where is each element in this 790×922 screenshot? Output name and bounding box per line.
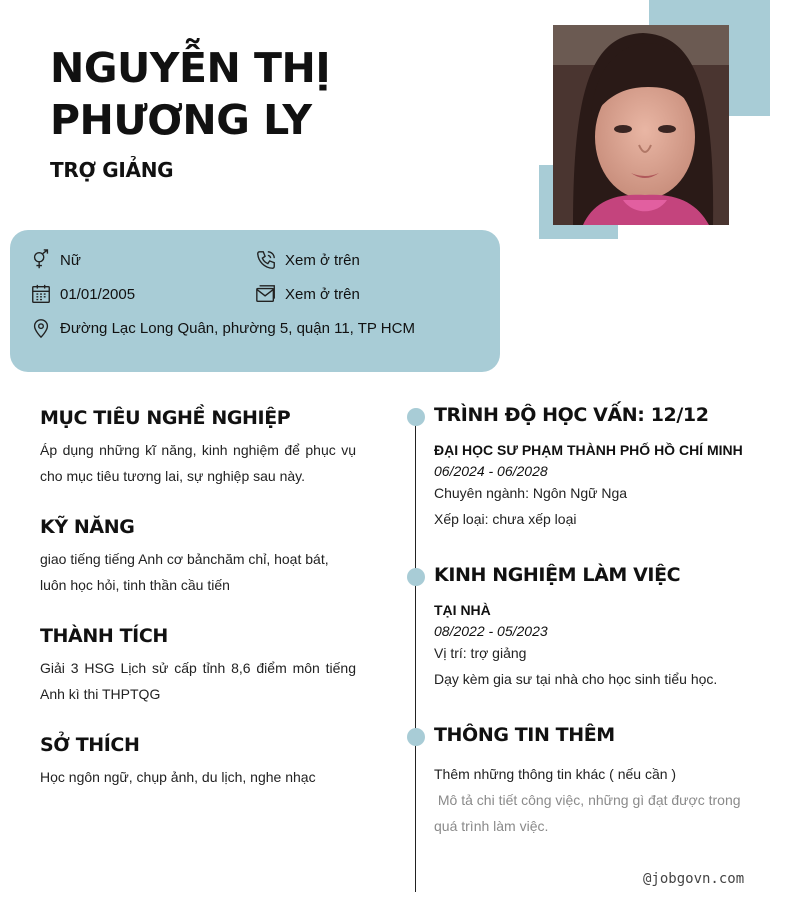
- contact-email: [255, 283, 360, 305]
- achievements-section: [40, 625, 356, 707]
- experience-description: Dạy kèm gia sư tại nhà cho học sinh tiểu học.: [434, 671, 718, 687]
- contact-info-box: [10, 230, 500, 372]
- education-school: ĐẠI HỌC SƯ PHẠM THÀNH PHỐ HỒ CHÍ MINH: [434, 442, 743, 458]
- more-info-line-2: Mô tả chi tiết công việc, những gì đạt được trong: [434, 792, 741, 808]
- objective-heading: MỤC TIÊU NGHỀ NGHIỆP: [40, 407, 291, 429]
- name-line-2: PHƯƠNG LY: [50, 96, 312, 144]
- education-rank: Xếp loại: chưa xếp loại: [434, 511, 577, 527]
- email-value: Xem ở trên: [285, 285, 360, 303]
- phone-value: Xem ở trên: [285, 251, 360, 269]
- profile-photo: [553, 25, 729, 225]
- contact-birthday: [30, 283, 135, 305]
- contact-address: [30, 317, 415, 339]
- experience-dates: 08/2022 - 05/2023: [434, 623, 548, 639]
- timeline-dot-experience: [407, 568, 425, 586]
- education-dates: 06/2024 - 06/2028: [434, 463, 548, 479]
- mail-icon: [255, 283, 277, 305]
- timeline-dot-more-info: [407, 728, 425, 746]
- hobbies-heading: SỞ THÍCH: [40, 734, 140, 756]
- objective-section: [40, 407, 356, 489]
- profile-photo-illustration: [553, 25, 729, 225]
- more-info-line-3: quá trình làm việc.: [434, 818, 549, 834]
- more-info-heading: THÔNG TIN THÊM: [434, 724, 615, 746]
- job-title: TRỢ GIẢNG: [50, 158, 174, 182]
- education-section: [434, 404, 754, 532]
- more-info-section: [434, 724, 754, 839]
- timeline-dot-education: [407, 408, 425, 426]
- gender-value: Nữ: [60, 251, 81, 269]
- experience-position: Vị trí: trợ giảng: [434, 645, 527, 661]
- watermark: @jobgovn.com: [643, 871, 745, 887]
- more-info-line-1: Thêm những thông tin khác ( nếu cần ): [434, 766, 677, 782]
- experience-section: [434, 564, 754, 692]
- achievements-heading: THÀNH TÍCH: [40, 625, 168, 647]
- skills-section: [40, 516, 356, 598]
- skills-line-2: luôn học hỏi, tinh thần cầu tiến: [40, 577, 230, 593]
- address-value: Đường Lạc Long Quân, phường 5, quận 11, TP HCM: [60, 319, 415, 337]
- experience-place: TẠI NHÀ: [434, 602, 491, 618]
- skills-heading: KỸ NĂNG: [40, 516, 135, 538]
- hobbies-section: [40, 734, 356, 790]
- achievements-text: Giải 3 HSG Lịch sử cấp tỉnh 8,6 điểm môn tiếng Anh kì thi THPTQG: [40, 660, 356, 702]
- birthday-value: 01/01/2005: [60, 285, 136, 303]
- location-pin-icon: [30, 317, 52, 339]
- candidate-name: [50, 42, 510, 146]
- experience-heading: KINH NGHIỆM LÀM VIỆC: [434, 564, 681, 586]
- timeline-line: [415, 416, 416, 892]
- education-heading: TRÌNH ĐỘ HỌC VẤN: 12/12: [434, 404, 709, 426]
- phone-icon: [255, 249, 277, 271]
- calendar-icon: [30, 283, 52, 305]
- education-major: Chuyên ngành: Ngôn Ngữ Nga: [434, 485, 628, 501]
- objective-text: Áp dụng những kĩ năng, kinh nghiệm để phục vụ cho mục tiêu tương lai, sự nghiệp sau này.: [40, 442, 356, 484]
- name-line-1: NGUYỄN THỊ: [50, 44, 331, 92]
- skills-line-1: giao tiếng tiếng Anh cơ bảnchăm chỉ, hoạt bát,: [40, 551, 329, 567]
- contact-gender: [30, 249, 81, 271]
- hobbies-text: Học ngôn ngữ, chụp ảnh, du lịch, nghe nhạc: [40, 769, 316, 785]
- contact-phone: [255, 249, 360, 271]
- gender-icon: [30, 249, 52, 271]
